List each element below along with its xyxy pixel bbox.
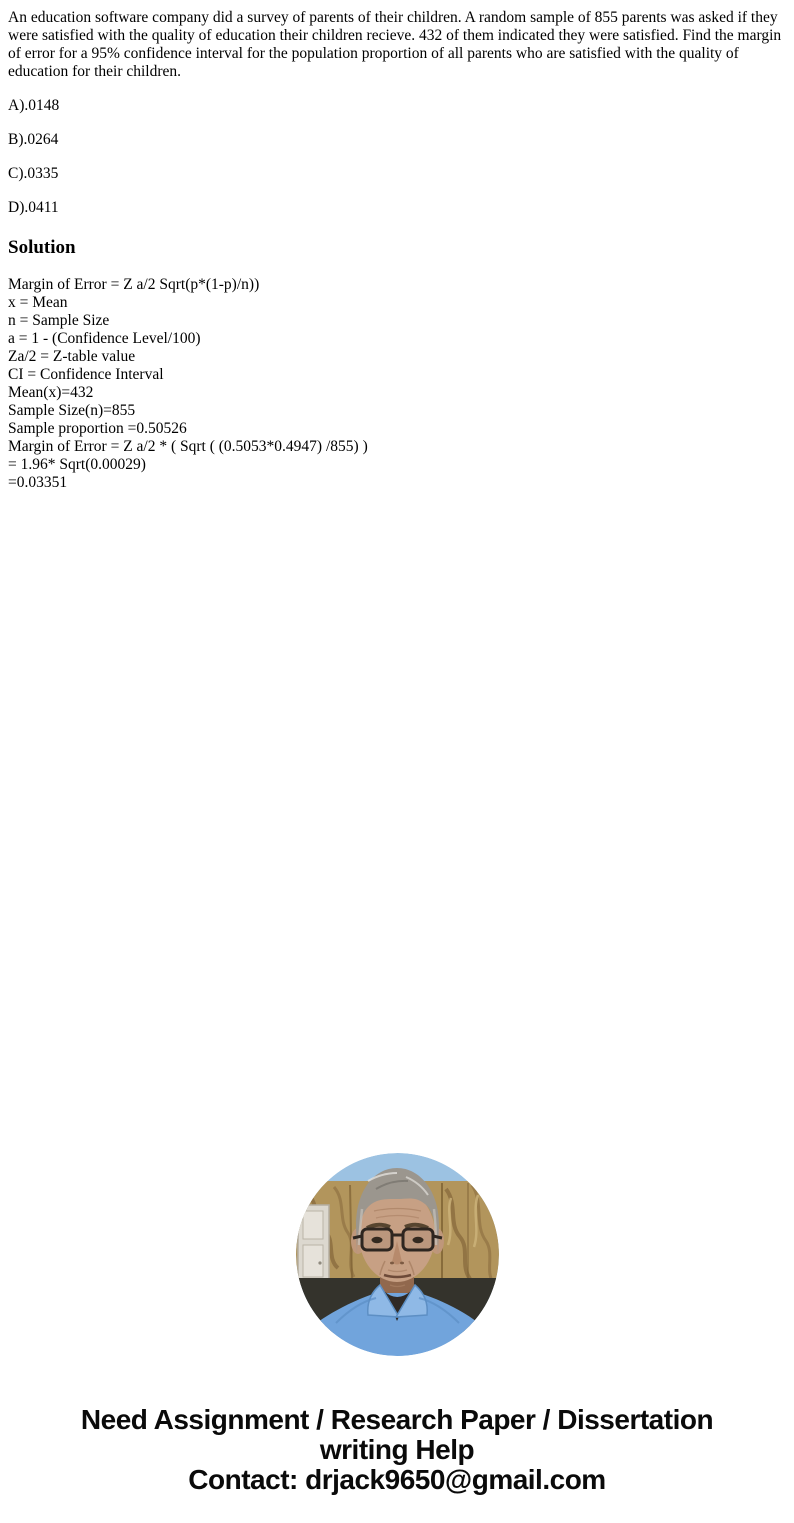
- solution-line: Mean(x)=432: [8, 384, 94, 401]
- option-a: A).0148: [8, 97, 60, 114]
- solution-line: Za/2 = Z-table value: [8, 348, 136, 365]
- solution-work: [8, 276, 786, 492]
- solution-line: =0.03351: [8, 474, 68, 491]
- avatar: [296, 1153, 499, 1356]
- solution-line: Sample Size(n)=855: [8, 402, 136, 419]
- solution-line: Sample proportion =0.50526: [8, 420, 187, 437]
- footer-banner: [8, 1405, 786, 1495]
- option-b: B).0264: [8, 131, 59, 148]
- solution-heading: Solution: [8, 237, 76, 258]
- footer-line-1: Need Assignment / Research Paper / Dissertation: [80, 1404, 714, 1435]
- solution-line: Margin of Error = Z a/2 * ( Sqrt ( (0.5053*0.4947) /855) ): [8, 438, 368, 455]
- solution-line: a = 1 - (Confidence Level/100): [8, 330, 201, 347]
- solution-line: = 1.96* Sqrt(0.00029): [8, 456, 146, 473]
- solution-line: Margin of Error = Z a/2 Sqrt(p*(1-p)/n)): [8, 276, 260, 293]
- option-c: C).0335: [8, 165, 59, 182]
- eyes: [371, 1237, 382, 1243]
- footer-line-2: writing Help: [319, 1434, 475, 1465]
- tutor-photo-illustration: [296, 1153, 499, 1356]
- solution-line: x = Mean: [8, 294, 68, 311]
- door-frame: [298, 1205, 329, 1285]
- solution-line: CI = Confidence Interval: [8, 366, 164, 383]
- option-d: D).0411: [8, 199, 59, 216]
- footer-contact-email: Contact: drjack9650@gmail.com: [188, 1464, 606, 1495]
- question-text: An education software company did a survey of parents of their children. A random sample of 855 parents was asked if they were satisfied with the quality of education their children recieve. 432 of them indicated they were satisfied. Find the margin of error for a 95% confidence interval for the population proportion of all parents who are satisfied with the quality of education for their children.: [8, 9, 782, 80]
- solution-line: n = Sample Size: [8, 312, 110, 329]
